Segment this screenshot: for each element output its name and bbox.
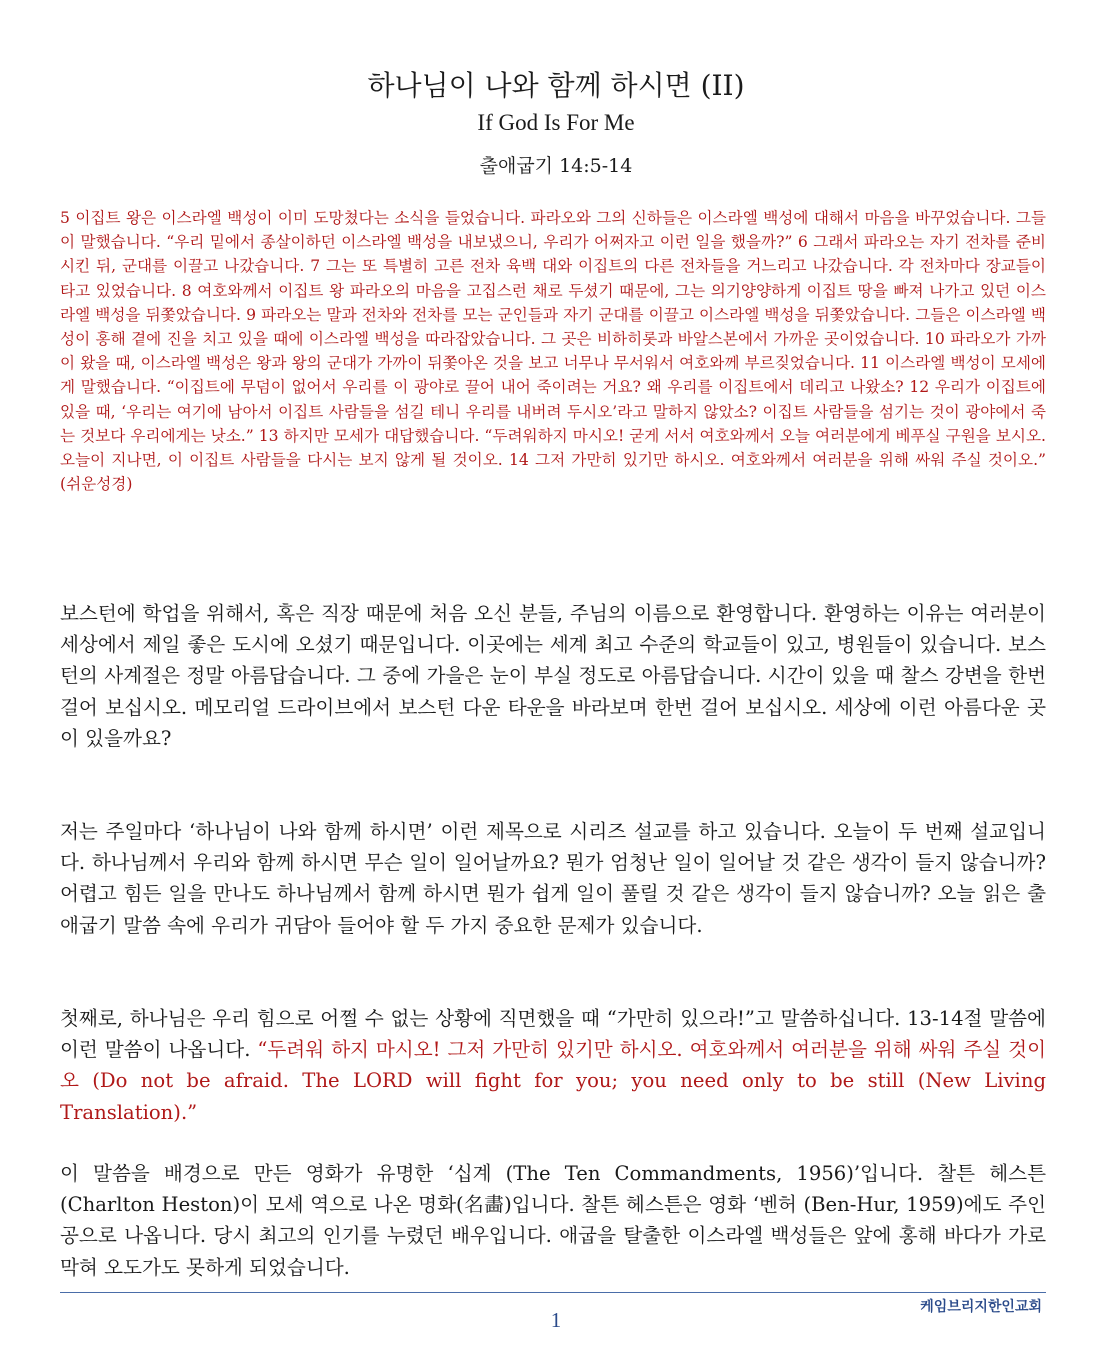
english-subtitle: If God Is For Me bbox=[477, 110, 635, 135]
church-name: 케임브리지한인교회 bbox=[920, 1299, 1042, 1315]
page-number: 1 bbox=[550, 1308, 562, 1332]
quoted-verse: “두려워 하지 마시오! 그저 가만히 있기만 하시오. 여호와께서 여러분을 위해 싸워 주실 것이오 (Do not be afraid. The LORD will fight for you; you need only to be still (New Living Translation).” bbox=[60, 1038, 1046, 1124]
page-title: 하나님이 나와 함께 하시면 (II) bbox=[367, 69, 745, 102]
body-paragraph-3 bbox=[60, 1003, 1046, 1128]
body-paragraph-2: 저는 주일마다 ‘하나님이 나와 함께 하시면’ 이런 제목으로 시리즈 설교를 하고 있습니다. 오늘이 두 번째 설교입니다. 하나님께서 우리와 함께 하시면 무슨 일이 일어날까요? 뭔가 엄청난 일이 일어날 것 같은 생각이 들지 않습니까? 어렵고 힘든 일을 만나도 하나님께서 함께 하시면 뭔가 쉽게 일이 풀릴 것 같은 생각이 들지 않습니까? 오늘 읽은 출애굽기 말씀 속에 우리가 귀담아 들어야 할 두 가지 중요한 문제가 있습니다. bbox=[60, 820, 1046, 937]
scripture-passage: 5 이집트 왕은 이스라엘 백성이 이미 도망쳤다는 소식을 들었습니다. 파라오와 그의 신하들은 이스라엘 백성에 대해서 마음을 바꾸었습니다. 그들이 말했습니다. “우리 밑에서 종살이하던 이스라엘 백성을 내보냈으니, 우리가 어쩌자고 이런 일을 했을까?” 6 그래서 파라오는 자기 전차를 준비시킨 뒤, 군대를 이끌고 나갔습니다. 7 그는 또 특별히 고른 전차 육백 대와 이집트의 다른 전차들을 거느리고 나갔습니다. 각 전차마다 장교들이 타고 있었습니다. 8 여호와께서 이집트 왕 파라오의 마음을 고집스런 채로 두셨기 때문에, 그는 의기양양하게 이집트 땅을 빠져 나가고 있던 이스라엘 백성을 뒤쫓았습니다. 9 파라오는 말과 전차와 전차를 모는 군인들과 자기 군대를 이끌고 이스라엘 백성을 뒤쫓았습니다. 그들은 이스라엘 백성이 홍해 곁에 진을 치고 있을 때에 이스라엘 백성을 따라잡았습니다. 그 곳은 비하히롯과 바알스본에서 가까운 곳이었습니다. 10 파라오가 가까이 왔을 때, 이스라엘 백성은 왕과 왕의 군대가 가까이 뒤쫓아온 것을 보고 너무나 무서워서 여호와께 부르짖었습니다. 11 이스라엘 백성이 모세에게 말했습니다. “이집트에 무덤이 없어서 우리를 이 광야로 끌어 내어 죽이려는 거요? 왜 우리를 이집트에서 데리고 나왔소? 12 우리가 이집트에 있을 때, ‘우리는 여기에 남아서 이집트 사람들을 섬길 테니 우리를 내버려 두시오’라고 말하지 않았소? 이집트 사람들을 섬기는 것이 광야에서 죽는 것보다 우리에게는 낫소.” 13 하지만 모세가 대답했습니다. “두려워하지 마시오! 굳게 서서 여호와께서 오늘 여러분에게 베푸실 구원을 보시오. 오늘이 지나면, 이 이집트 사람들을 다시는 보지 않게 될 것이오. 14 그저 가만히 있기만 하시오. 여호와께서 여러분을 위해 싸워 주실 것이오.” (쉬운성경) bbox=[60, 209, 1046, 494]
body-paragraph-4: 이 말씀을 배경으로 만든 영화가 유명한 ‘십계 (The Ten Commandments, 1956)’입니다. 찰튼 헤스튼 (Charlton Heston)이 모세 역으로 나온 명화(名畵)입니다. 찰튼 헤스튼은 영화 ‘벤허 (Ben-Hur, 1959)에도 주인공으로 나옵니다. 당시 최고의 인기를 누렸던 배우입니다. 애굽을 탈출한 이스라엘 백성들은 앞에 홍해 바다가 가로막혀 오도가도 못하게 되었습니다. bbox=[60, 1162, 1046, 1279]
footer-divider bbox=[60, 1292, 1046, 1293]
body-paragraph-1: 보스턴에 학업을 위해서, 혹은 직장 때문에 처음 오신 분들, 주님의 이름으로 환영합니다. 환영하는 이유는 여러분이 세상에서 제일 좋은 도시에 오셨기 때문입니다. 이곳에는 세계 최고 수준의 학교들이 있고, 병원들이 있습니다. 보스턴의 사계절은 정말 아름답습니다. 그 중에 가을은 눈이 부실 정도로 아름답습니다. 시간이 있을 때 찰스 강변을 한번 걸어 보십시오. 메모리얼 드라이브에서 보스턴 다운 타운을 바라보며 한번 걸어 보십시오. 세상에 이런 아름다운 곳이 있을까요? bbox=[60, 602, 1046, 750]
scripture-reference: 출애굽기 14:5-14 bbox=[479, 155, 633, 177]
paragraph-lead-text: 첫째로, 하나님은 우리 힘으로 어쩔 수 없는 상황에 직면했을 때 “가만히 있으라!”고 말씀하십니다. 13-14절 말씀에 이런 말씀이 나옵니다. bbox=[60, 1007, 1046, 1062]
